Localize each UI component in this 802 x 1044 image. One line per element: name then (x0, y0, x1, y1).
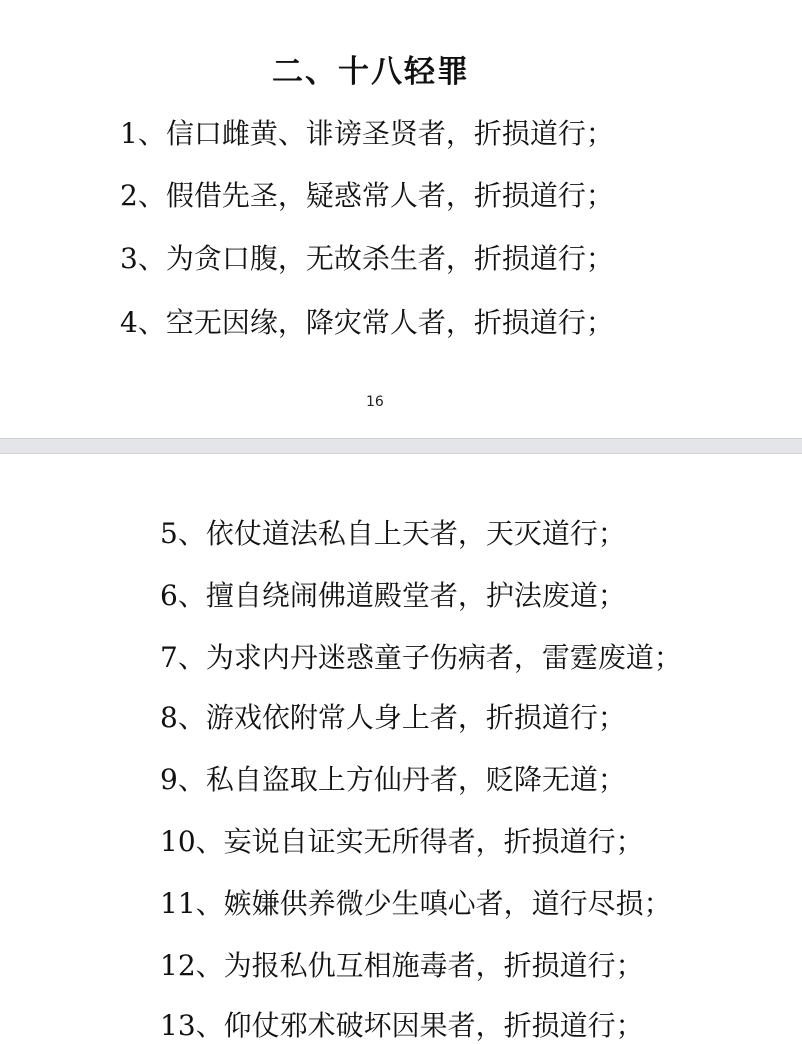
document-page-top (0, 0, 802, 438)
rule-item: 1、信口雌黄、诽谤圣贤者，折损道行； (120, 117, 614, 150)
rule-item: 9、私自盗取上方仙丹者，贬降无道； (160, 763, 626, 796)
rule-item: 8、游戏依附常人身上者，折损道行； (160, 701, 626, 734)
rule-item: 12、为报私仇互相施毒者，折损道行； (160, 949, 644, 982)
rule-item: 11、嫉嫌供养微少生嗔心者，道行尽损； (160, 887, 672, 920)
rule-item: 10、妄说自证实无所得者，折损道行； (160, 825, 644, 858)
rule-item: 2、假借先圣，疑惑常人者，折损道行； (120, 179, 614, 212)
page-separator (0, 438, 802, 454)
rule-item: 13、仰仗邪术破坏因果者，折损道行； (160, 1009, 644, 1042)
page-number: 16 (366, 394, 384, 410)
section-heading: 二、十八轻罪 (272, 54, 470, 90)
rule-item: 5、依仗道法私自上天者，天灭道行； (160, 517, 626, 550)
rule-item: 6、擅自绕闹佛道殿堂者，护法废道； (160, 579, 626, 612)
rule-item: 4、空无因缘，降灾常人者，折损道行； (120, 306, 614, 339)
document-page-bottom (0, 454, 802, 1042)
rule-item: 3、为贪口腹，无故杀生者，折损道行； (120, 242, 614, 275)
rule-item: 7、为求内丹迷惑童子伤病者，雷霆废道； (160, 641, 682, 674)
